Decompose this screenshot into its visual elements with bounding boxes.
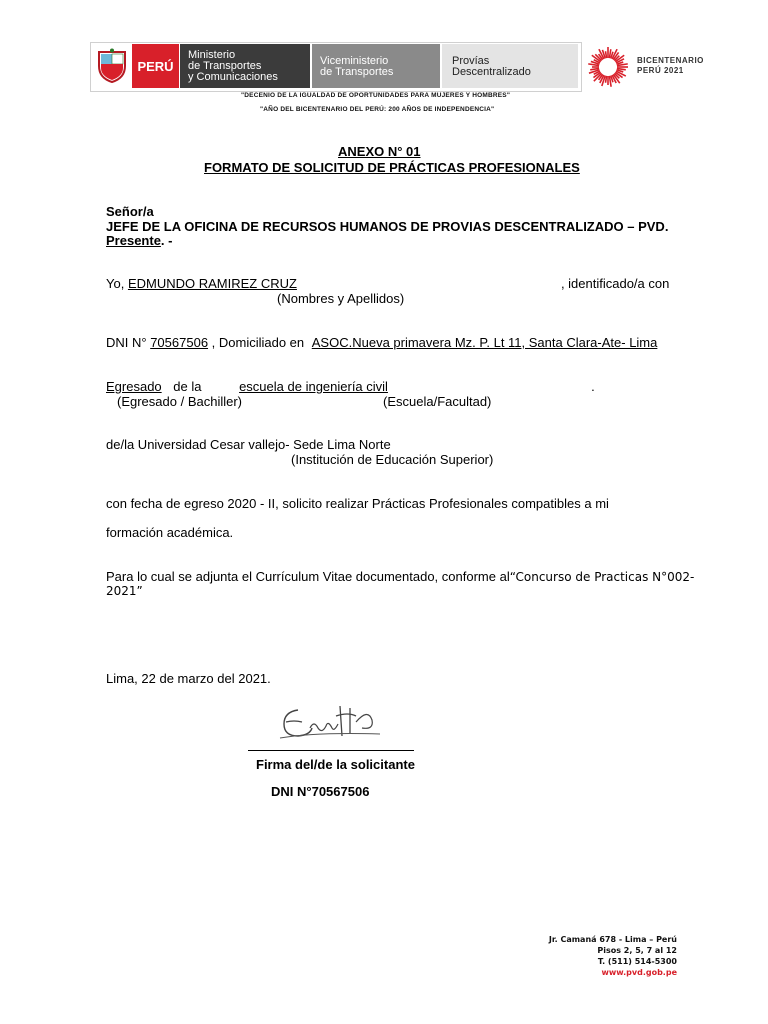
ministry-line-2: de Transportes bbox=[188, 60, 262, 72]
footer-website[interactable]: www.pvd.gob.pe bbox=[601, 968, 677, 977]
status: Egresado bbox=[106, 379, 162, 394]
dni-number: 70567506 bbox=[150, 335, 209, 350]
bicentenario-line-1: BICENTENARIO bbox=[637, 56, 704, 65]
school: escuela de ingeniería civil bbox=[239, 379, 388, 394]
signature-line bbox=[248, 750, 414, 751]
presente-line bbox=[106, 233, 172, 248]
handwritten-signature bbox=[276, 698, 386, 746]
bicentenario-logo-icon bbox=[585, 44, 631, 90]
status-line bbox=[106, 379, 595, 394]
school-end: . bbox=[591, 379, 595, 394]
provias-line-1: Provías bbox=[452, 55, 490, 67]
formation-text: formación académica. bbox=[106, 525, 234, 540]
form-title: FORMATO DE SOLICITUD DE PRÁCTICAS PROFESIONALES bbox=[204, 160, 580, 175]
provias-line-2: Descentralizado bbox=[452, 66, 531, 78]
status-caption: (Egresado / Bachiller) bbox=[117, 394, 242, 409]
vice-line-1: Viceministerio bbox=[320, 55, 389, 67]
footer-line-3: T. (511) 514-5300 bbox=[597, 957, 677, 966]
ministry-line-1: Ministerio bbox=[188, 49, 236, 61]
dni-prefix: DNI N° bbox=[106, 335, 151, 350]
de-la: de la bbox=[169, 379, 206, 394]
name-caption: (Nombres y Apellidos) bbox=[277, 291, 405, 306]
contest-name: “Concurso de Practicas N°002- bbox=[509, 570, 695, 584]
ministry-label bbox=[180, 44, 310, 88]
school-caption: (Escuela/Facultad) bbox=[383, 394, 492, 409]
bicentenario-ray bbox=[606, 76, 607, 83]
graduation-paragraph: con fecha de egreso 2020 - II, solicito realizar Prácticas Profesionales compatibles a mi bbox=[106, 496, 609, 511]
presente: Presente bbox=[106, 233, 161, 248]
viceministry-label bbox=[312, 44, 440, 88]
provias-label bbox=[442, 44, 578, 88]
footer-address bbox=[545, 934, 677, 978]
vice-line-2: de Transportes bbox=[320, 66, 394, 78]
bicentenario-line-2: PERÚ 2021 bbox=[637, 66, 684, 75]
applicant-name: EDMUNDO RAMIREZ CRUZ bbox=[127, 276, 297, 291]
yo-prefix: Yo, bbox=[106, 276, 128, 291]
dni-line bbox=[106, 335, 657, 350]
bicentenario-ray bbox=[606, 51, 607, 58]
university: de/la Universidad Cesar vallejo- Sede Lima Norte bbox=[106, 437, 391, 452]
attachment-paragraph bbox=[106, 569, 694, 584]
salutation: Señor/a bbox=[106, 204, 154, 219]
annex-title: ANEXO N° 01 bbox=[338, 144, 421, 159]
signature-label: Firma del/de la solicitante bbox=[256, 757, 415, 772]
footer-line-2: Pisos 2, 5, 7 al 12 bbox=[597, 946, 677, 955]
presente-suffix: . - bbox=[160, 233, 173, 248]
identified-text: , identificado/a con bbox=[560, 276, 670, 291]
ministry-line-3: y Comunicaciones bbox=[188, 71, 278, 83]
address: ASOC.Nueva primavera Mz. P. Lt 11, Santa Clara-Ate- Lima bbox=[311, 335, 658, 350]
contest-year: 2021” bbox=[106, 584, 143, 598]
university-caption: (Institución de Educación Superior) bbox=[291, 452, 494, 467]
date-place: Lima, 22 de marzo del 2021. bbox=[106, 671, 271, 686]
motto-decade: "DECENIO DE LA IGUALDAD DE OPORTUNIDADES PARA MUJERES Y HOMBRES" bbox=[241, 92, 511, 99]
coat-of-arms-icon bbox=[95, 48, 129, 84]
peru-label: PERÚ bbox=[132, 44, 179, 88]
motto-bicentennial: "AÑO DEL BICENTENARIO DEL PERÚ: 200 AÑOS DE INDEPENDENCIA" bbox=[260, 106, 495, 113]
name-line bbox=[106, 276, 669, 291]
signature-dni: DNI N°70567506 bbox=[271, 784, 370, 799]
recipient: JEFE DE LA OFICINA DE RECURSOS HUMANOS DE PROVIAS DESCENTRALIZADO – PVD. bbox=[106, 219, 669, 234]
attachment-text: Para lo cual se adjunta el Currículum Vitae documentado, conforme al bbox=[106, 569, 510, 584]
footer-line-1: Jr. Camaná 678 - Lima – Perú bbox=[548, 935, 677, 944]
bicentenario-label bbox=[637, 56, 704, 76]
domiciled-text: , Domiciliado en bbox=[208, 335, 308, 350]
